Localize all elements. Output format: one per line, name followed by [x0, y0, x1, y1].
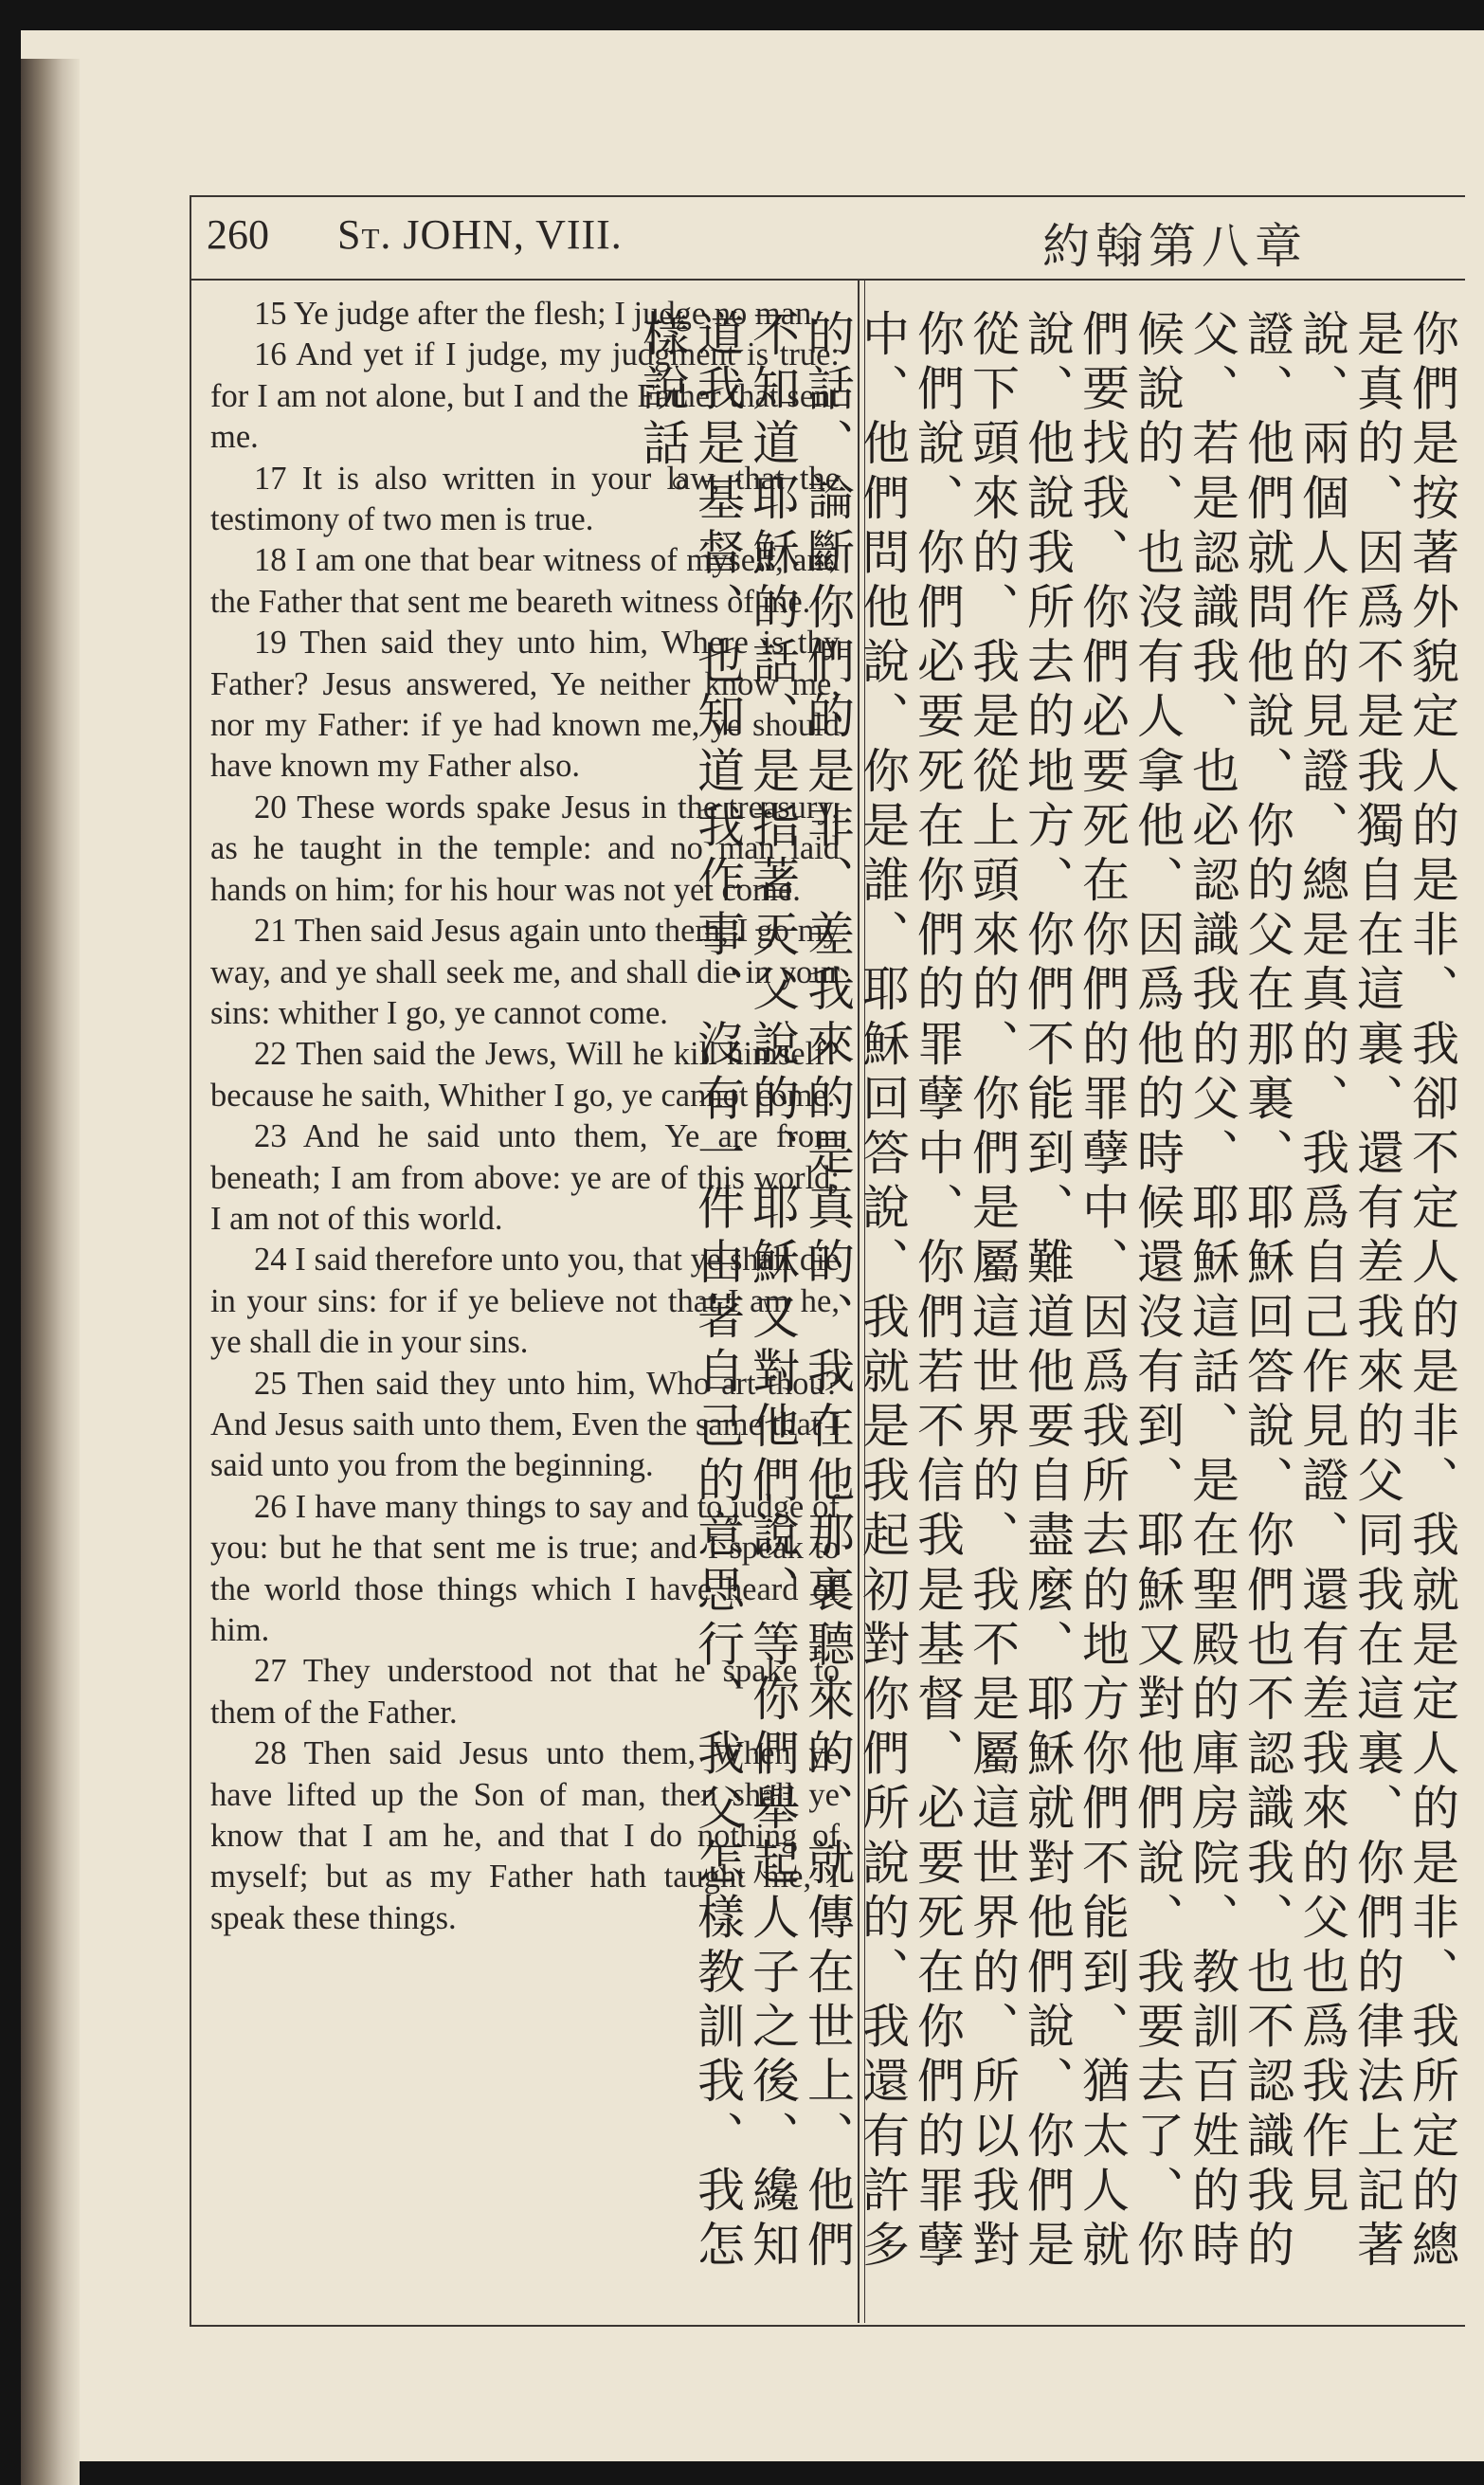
- verse-19: 19 Then said they unto him, Where is thy Father? Jesus answered, Ye neither know me, nor my Father: if ye had known me, ye should have known my Father also.: [210, 625, 840, 785]
- chinese-text-column: 你們是按著外貌定人的是非、我卻不定人的是非、我就是定人的是非、我所定的總是真的、因爲不是我獨自在這裏、還有差我來的父同我在這裏、你們的律法上記著說、兩個人作的見證、總是真的、我爲自己作見證、還有差我來的父也爲我作見證、他們就問他說、你的父在那裏、耶穌回答說、你們也不認識我、也不認識我的父、若是認識我、也必認識我的父、耶穌這話、是在聖殿的庫房院、教訓百姓的時候說的、也沒有人拿他、因爲他的時候還沒有到、耶穌又對他們說、我要去了、你們要找我、你們必要死在你們的罪孽中、因爲我所去的地方你們不能到、猶太人就說、他說我所去的地方、你們不能到、難道他要自盡麼、耶穌就對他們說、你們是從下頭來的、我是從上頭來的、你們是屬這世界的、我不是屬這世界的、所以我對你們說、你們必要死在你們的罪孽中、你們若不信我是基督、必要死在你們的罪孽中、他們問他說、你是誰、耶穌回答說、我就是我起初對你們所說的、我還有許多的話、論斷你們的是非、差我來的是真的、我在他那裏聽來的、就傳在世上、他們不知道耶穌的話、是指著天父說的、耶穌又對他們說、等你們舉起人子之後、纔知道我是基督、也知道我作事、沒有一件由著自己的意思行、我父怎樣教訓我、我怎樣說話。: [635, 309, 1459, 2275]
- verse-22: 22 Then said the Jews, Will he kill himself? because he saith, Whither I go, ye cannot come.: [210, 1036, 840, 1114]
- verse-28: 28 Then said Jesus unto them, When ye have lifted up the Son of man, then shall ye know that I am he, and that I do nothing of myself; but as my Father hath taught me, I speak these things.: [210, 1735, 840, 1936]
- verse-18: 18 I am one that bear witness of myself, and the Father that sent me beareth witness of me.: [210, 542, 840, 620]
- verse-16: 16 And yet if I judge, my judgment is true: for I am not alone, but I and the Father that sent me.: [210, 336, 840, 456]
- verse-23: 23 And he said unto them, Ye are from beneath; I am from above: ye are of this world; I am not of this world.: [210, 1118, 840, 1237]
- verse-27: 27 They understood not that he spake to them of the Father.: [210, 1653, 840, 1731]
- verse-24: 24 I said therefore unto you, that ye shall die in your sins: for if ye believe not that I am he, ye shall die in your sins.: [210, 1242, 840, 1361]
- book-binding-edge: [21, 59, 80, 2485]
- header-rule: [190, 279, 1465, 281]
- verse-15: 15 Ye judge after the flesh; I judge no man.: [254, 296, 820, 332]
- verse-20: 20 These words spake Jesus in the treasury, as he taught in the temple: and no man laid hands on him; for his hour was not yet come.: [210, 789, 840, 908]
- chinese-running-head: 約翰第八章: [1042, 219, 1308, 274]
- verse-25: 25 Then said they unto him, Who art thou? And Jesus saith unto them, Even the same that I said unto you from the beginning.: [210, 1365, 840, 1484]
- running-head: [337, 210, 623, 259]
- page-number: 260: [207, 211, 269, 258]
- verse-17: 17 It is also written in your law, that the testimony of two men is true.: [210, 460, 840, 538]
- running-head-prefix: St.: [337, 211, 392, 258]
- verse-26: 26 I have many things to say and to judge of you: but he that sent me is true; and I speak to the world those things which I have heard of him.: [210, 1488, 840, 1648]
- verse-21: 21 Then said Jesus again unto them, I go my way, and ye shall seek me, and shall die in your sins: whither I go, ye cannot come.: [210, 913, 840, 1031]
- running-head-title: JOHN, VIII.: [391, 211, 623, 258]
